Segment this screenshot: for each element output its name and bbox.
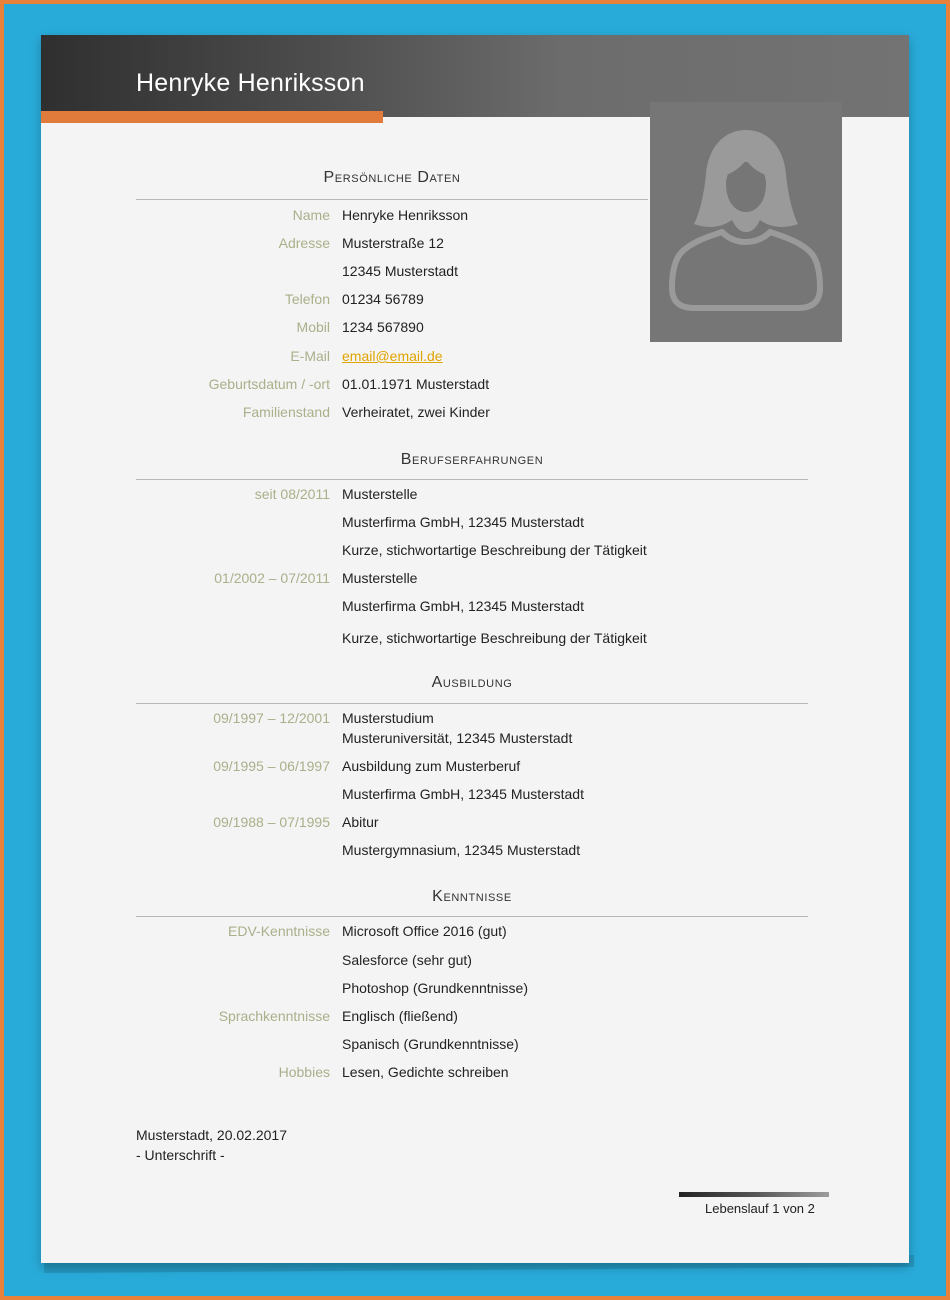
cv-row <box>41 291 909 311</box>
row-value: Spanisch (Grundkenntnisse) <box>342 1036 519 1052</box>
cv-row <box>41 980 909 1000</box>
signature-line: - Unterschrift - <box>136 1147 225 1163</box>
cv-row <box>41 235 909 255</box>
footer-bar <box>679 1192 829 1197</box>
applicant-name: Henryke Henriksson <box>136 69 365 97</box>
row-label: Familienstand <box>242 404 330 420</box>
row-label: E-Mail <box>290 348 330 364</box>
row-value: Microsoft Office 2016 (gut) <box>342 923 507 939</box>
cv-row <box>41 952 909 972</box>
row-label: seit 08/2011 <box>254 486 330 502</box>
row-value: 01.01.1971 Musterstadt <box>342 376 490 392</box>
section-title-education: Ausbildung <box>431 674 513 691</box>
row-value: Photoshop (Grundkenntnisse) <box>342 980 528 996</box>
row-value: Ausbildung zum Musterberuf <box>342 758 521 774</box>
cv-row <box>41 923 909 943</box>
cv-row <box>41 842 909 862</box>
cv-row <box>41 1064 909 1084</box>
cv-row <box>41 514 909 534</box>
row-value: Salesforce (sehr gut) <box>342 952 472 968</box>
row-value: Englisch (fließend) <box>342 1008 458 1024</box>
email-link[interactable]: email@email.de <box>342 348 443 364</box>
cv-row <box>41 319 909 339</box>
row-value: 01234 56789 <box>342 291 424 307</box>
row-label: Name <box>292 207 330 223</box>
row-label: Geburtsdatum / -ort <box>208 376 330 392</box>
cv-row <box>41 630 909 650</box>
cv-row <box>41 376 909 396</box>
row-label: Adresse <box>278 235 330 251</box>
row-value: Musterstudium <box>342 710 434 726</box>
section-divider <box>136 916 808 917</box>
row-value: 1234 567890 <box>342 319 424 335</box>
section-divider <box>136 479 808 480</box>
cv-page <box>41 35 909 1263</box>
row-value: Musteruniversität, 12345 Musterstadt <box>342 730 573 746</box>
row-value: Musterfirma GmbH, 12345 Musterstadt <box>342 598 584 614</box>
row-value: Kurze, stichwortartige Beschreibung der Tätigkeit <box>342 630 647 646</box>
row-value: Musterfirma GmbH, 12345 Musterstadt <box>342 514 584 530</box>
row-value: Musterstelle <box>342 570 418 586</box>
cv-row <box>41 570 909 590</box>
cv-row <box>41 263 909 283</box>
row-label: 01/2002 – 07/2011 <box>214 570 330 586</box>
row-value: 12345 Musterstadt <box>342 263 458 279</box>
row-label: Sprachkenntnisse <box>218 1008 330 1024</box>
signature-place-date: Musterstadt, 20.02.2017 <box>136 1127 287 1143</box>
row-value: Henryke Henriksson <box>342 207 469 223</box>
row-label: 09/1997 – 12/2001 <box>213 710 330 726</box>
cv-row <box>41 1036 909 1056</box>
row-label: 09/1995 – 06/1997 <box>213 758 330 774</box>
row-value: Musterstelle <box>342 486 418 502</box>
cv-row <box>41 786 909 806</box>
row-label: Mobil <box>296 319 330 335</box>
row-value: Mustergymnasium, 12345 Musterstadt <box>342 842 581 858</box>
section-title-experience: Berufserfahrungen <box>400 451 544 468</box>
row-value: Musterfirma GmbH, 12345 Musterstadt <box>342 786 584 802</box>
cv-row <box>41 404 909 424</box>
cv-row <box>41 758 909 778</box>
cv-row <box>41 348 909 368</box>
row-value: Abitur <box>342 814 379 830</box>
cv-row <box>41 207 909 227</box>
section-divider <box>136 199 648 200</box>
row-value: Lesen, Gedichte schreiben <box>342 1064 509 1080</box>
section-title-personal: Persönliche Daten <box>323 169 461 186</box>
cv-row <box>41 730 909 750</box>
row-value: Musterstraße 12 <box>342 235 444 251</box>
cv-row <box>41 542 909 562</box>
row-value: Kurze, stichwortartige Beschreibung der Tätigkeit <box>342 542 647 558</box>
cv-row <box>41 1008 909 1028</box>
section-title-skills: Kenntnisse <box>432 888 512 905</box>
cv-row <box>41 598 909 618</box>
row-value: Verheiratet, zwei Kinder <box>342 404 490 420</box>
page-number: Lebenslauf 1 von 2 <box>705 1201 815 1216</box>
row-label: Hobbies <box>278 1064 330 1080</box>
row-label: 09/1988 – 07/1995 <box>213 814 330 830</box>
header-accent-bar <box>41 111 383 123</box>
cv-row <box>41 814 909 834</box>
cv-row <box>41 710 909 730</box>
section-divider <box>136 703 808 704</box>
row-label: EDV-Kenntnisse <box>228 923 330 939</box>
row-label: Telefon <box>284 291 330 307</box>
cv-row <box>41 486 909 506</box>
